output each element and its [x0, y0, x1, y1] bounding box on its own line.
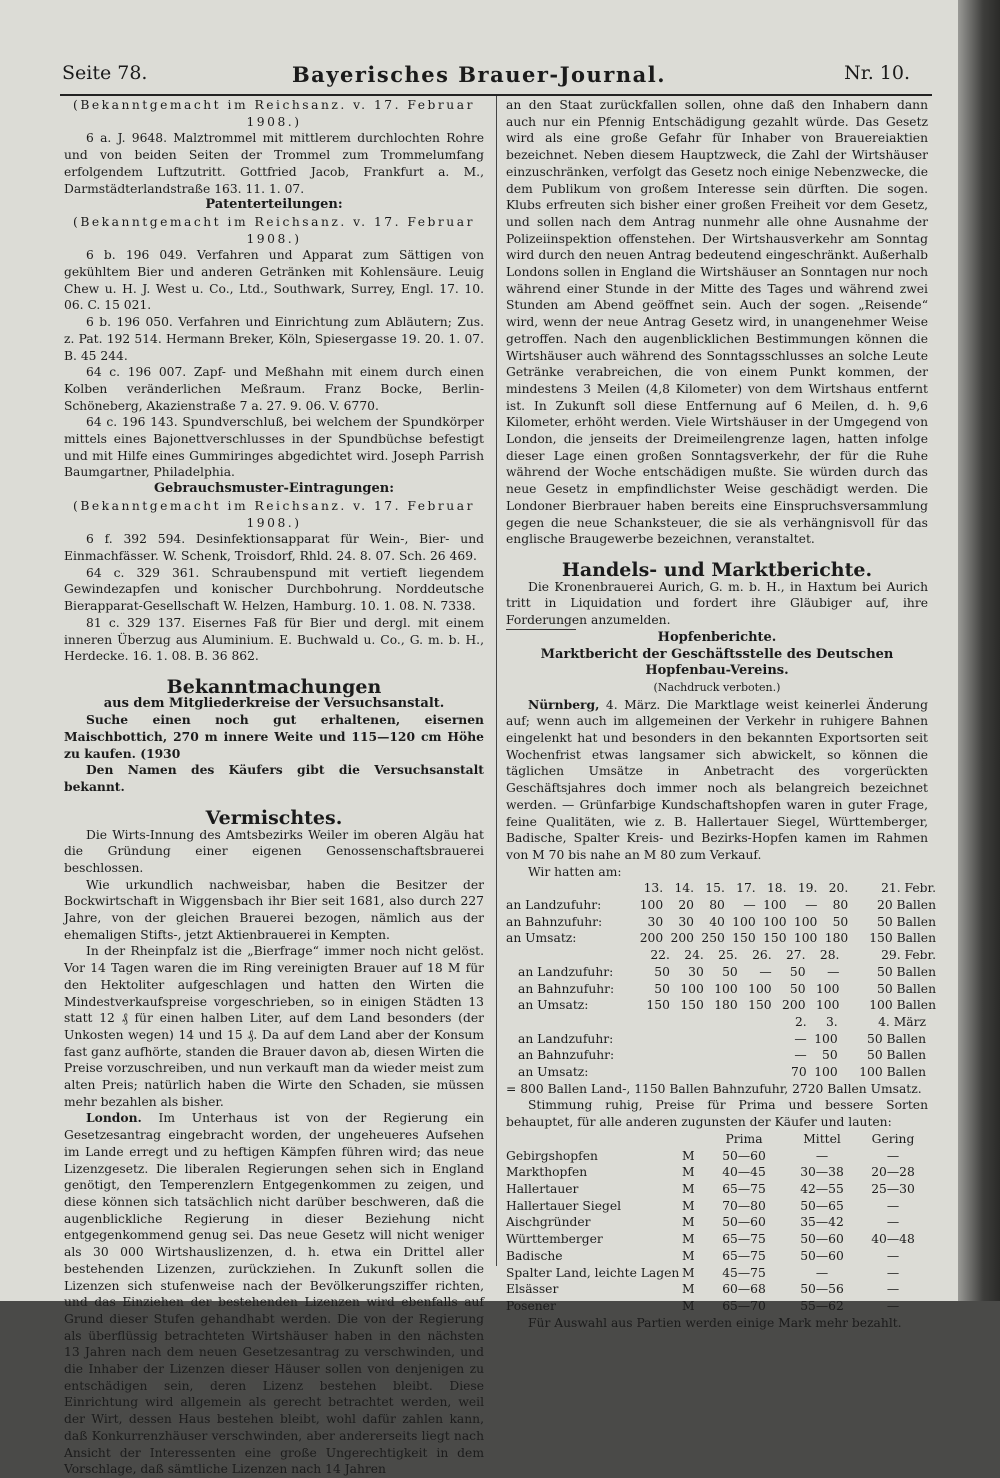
market-report: [506, 697, 928, 864]
section-heading: Patenterteilungen:: [205, 197, 343, 213]
table-cell: 80: [709, 898, 725, 913]
table-cell: 150: [732, 931, 756, 946]
date-cell: 2.: [794, 1014, 807, 1029]
table-cell: —: [794, 1031, 807, 1046]
table-cell: 150: [680, 998, 704, 1013]
row-label: an Umsatz:: [506, 931, 577, 946]
table-row: [506, 914, 936, 931]
currency: M: [682, 1148, 695, 1163]
row-label: an Umsatz:: [518, 998, 589, 1013]
price-prima: 65—75: [722, 1248, 766, 1263]
closing-note: Für Auswahl aus Partien werden einige Mark mehr bezahlt.: [528, 1315, 902, 1330]
row-label: an Bahnzufuhr:: [506, 914, 603, 929]
table-cell: —: [743, 898, 756, 913]
table-cell: 50: [722, 964, 738, 979]
patent-entry: 81 c. 329 137. Eisernes Faß für Bier und dergl. mit einem inneren Überzug aus Aluminium. E. Buchwald u. Co., G. m. b. H., Herdecke. 16. 1. 08. B. 36 862.: [64, 615, 484, 664]
table-header-row: [506, 1014, 926, 1031]
table-cell: 50 Ballen: [877, 964, 936, 979]
table-header-row: [506, 947, 936, 964]
column-header: Gering: [871, 1131, 915, 1146]
table-cell: —: [827, 964, 840, 979]
date-cell: 18.: [766, 881, 787, 896]
dateline: London.: [86, 1110, 142, 1126]
table-cell: —: [805, 898, 818, 913]
table-cell: 50: [832, 914, 849, 929]
table-cell: 100 Ballen: [859, 1065, 926, 1080]
page-number: Seite 78.: [62, 62, 148, 84]
table-row: [506, 1064, 926, 1081]
patent-entry: 6 b. 196 049. Verfahren und Apparat zum Sättigen von gekühltem Bier und anderen Getränken mit Kohlensäure. Leuig Chew u. H. J. West u. Co., Ltd., Southwark, Surrey, Engl. 17. 10. 06. C. 15 021.: [64, 248, 484, 313]
table-cell: 100 Ballen: [869, 998, 936, 1013]
issue-number: Nr. 10.: [844, 62, 910, 84]
currency: M: [682, 1165, 695, 1180]
table-intro: Wir hatten am:: [528, 864, 622, 879]
table-cell: 40: [709, 914, 725, 929]
table-cell: 180: [714, 998, 738, 1013]
right-column: [506, 97, 936, 1331]
table-header-row: [506, 1131, 926, 1148]
supply-table-feb-1: [506, 880, 936, 947]
table-cell: 20 Ballen: [877, 898, 936, 913]
price-table: [506, 1131, 926, 1315]
table-cell: 200: [639, 931, 664, 946]
price-gering: 25—30: [871, 1182, 915, 1196]
table-cell: 150: [646, 998, 670, 1013]
dateline: Nürnberg,: [528, 696, 600, 712]
date-cell: 14.: [674, 881, 695, 896]
date-cell: 29. Febr.: [881, 948, 936, 963]
market-mood: Stimmung ruhig, Preise für Prima und bessere Sorten behauptet, für alle anderen zugunsten der Käufer und lauten:: [506, 1098, 928, 1130]
patent-entry: 6 f. 392 594. Desinfektionsapparat für Wein-, Bier- und Einmachfässer. W. Schenk, Troisdorf, Rhld. 24. 8. 07. Sch. 26 469.: [64, 532, 484, 563]
price-prima: 45—75: [722, 1265, 766, 1280]
price-mittel: 50—56: [800, 1282, 844, 1297]
price-mittel: 30—38: [800, 1165, 844, 1180]
table-cell: 100: [714, 981, 738, 996]
article-paragraph: Die Wirts-Innung des Amtsbezirks Weiler im oberen Algäu hat die Gründung einer eigenen Genossenschaftsbrauerei beschlossen.: [64, 827, 484, 875]
hop-variety: Markthopfen: [506, 1165, 588, 1180]
left-column: [64, 97, 484, 1478]
table-row: [506, 1181, 926, 1198]
date-cell: 4. März: [878, 1014, 926, 1029]
table-cell: 100: [815, 981, 840, 996]
table-row: [506, 897, 936, 914]
report-heading: Marktbericht der Geschäftsstelle des Deutschen Hopfenbau-Vereins.: [540, 646, 894, 679]
table-cell: 100: [763, 898, 787, 913]
totals-line: = 800 Ballen Land-, 1150 Ballen Bahnzufuhr, 2720 Ballen Umsatz.: [506, 1081, 922, 1096]
price-gering: —: [886, 1215, 900, 1230]
table-cell: 20: [678, 898, 695, 913]
hop-variety: Gebirgshopfen: [506, 1148, 598, 1163]
price-prima: 50—60: [722, 1215, 766, 1230]
price-mittel: 55—62: [800, 1298, 844, 1313]
price-gering: —: [886, 1248, 900, 1263]
table-row: [506, 981, 936, 998]
currency: M: [682, 1182, 695, 1196]
price-gering: —: [886, 1148, 900, 1163]
supply-table-march: [506, 1014, 926, 1081]
date-cell: 15.: [705, 881, 725, 896]
table-cell: 50: [789, 964, 806, 979]
table-row: [506, 930, 936, 947]
price-mittel: 42—55: [800, 1182, 844, 1196]
table-cell: 30: [678, 914, 695, 929]
hop-variety: Hallertauer Siegel: [506, 1198, 622, 1213]
column-divider: [496, 96, 497, 1266]
table-row: [506, 1031, 926, 1048]
row-label: an Landzufuhr:: [506, 898, 602, 913]
article-paragraph: In der Rheinpfalz ist die „Bierfrage“ immer noch nicht gelöst. Vor 14 Tagen waren die im Ring vereinigten Brauer auf 18 M für den Hektoliter aufgeschlagen und hatten den Wirten die Mindestverkaufspreise vorgeschrieben, so in einigen Städten 13 statt 12 ₰ für einen halben Liter, auf dem Land besonders (der Unkosten wegen) 14 und 15 ₰. Da auf dem Land aber der Konsum fast ganz aufhörte, standen die Brauer davon ab, diesen Wirten die Preise vorzuschreiben, und nun verkauft man da wieder meist zum alten Preis; natürlich haben die Wirte den Schaden, sie müssen mehr bezahlen als bisher.: [64, 944, 484, 1109]
currency: M: [682, 1298, 695, 1313]
article-text: Im Unterhaus ist von der Regierung ein Gesetzesantrag eingebracht worden, der ungeheueres Aufsehen im Lande erregt und zu heftigen Kämpfen führen wird; das neue Lizenzgesetz. Die liberalen Regierungen sehen sich in England genötigt, den Temperenzlern Entgegenkommen zu zeigen, und diese können sich tatsächlich nicht darüber beschweren, daß die augenblickliche Regierung in dieser Beziehung nicht entgegenkommend genug sei. Das neue Gesetz will nicht weniger als 30 000 Wirtshauslizenzen, d. h. etwa ein Drittel aller bestehenden Lizenzen, zurückziehen. In Zukunft sollen die Lizenzen sich stufenweise nach der Bevölkerungsziffer richten, und das Einziehen der bestehenden Lizenzen wird ebenfalls auf Grund dieser Stufen gehandhabt werden. Die von der Regierung als überflüssig betrachteten Wirtshäuser haben in den nächsten 13 Jahren nach dem neuen Gesetzesantrag zu verschwinden, und die Inhaber der Lizenzen dieser Häuser sollen von denjenigen zu entschädigen sein, deren Lizenz bestehen bleibt. Diese Einrichtung wird allgemein als gerecht betrachtet werden, weil der Wirt, dessen Haus bestehen bleibt, wohl dafür zahlen kann, daß Konkurrenzhäuser verschwinden, aber andererseits liegt nach Ansicht der Interessenten eine große Ungerechtigkeit in dem Vorschlage, daß sämtliche Lizenzen nach 14 Jahren: [64, 1111, 484, 1477]
price-gering: —: [886, 1265, 900, 1280]
table-row: [506, 964, 936, 981]
table-cell: 100: [814, 1065, 838, 1080]
table-cell: 100: [814, 1031, 838, 1046]
article-paragraph: [64, 1110, 484, 1477]
price-prima: 65—70: [722, 1298, 766, 1313]
table-row: [506, 1298, 926, 1315]
price-gering: 20—28: [871, 1165, 915, 1180]
patent-entry: 64 c. 329 361. Schraubenspund mit vertieft liegendem Gewindezapfen und konischer Durchbohrung. Norddeutsche Bierapparat-Gesellschaft W. Helzen, Hamburg. 10. 1. 08. N. 7338.: [64, 565, 484, 614]
price-mittel: 50—60: [800, 1248, 844, 1263]
table-cell: 50 Ballen: [867, 1031, 926, 1046]
section-heading: Handels- und Marktberichte.: [561, 558, 873, 581]
price-gering: —: [886, 1298, 900, 1313]
table-row: [506, 1231, 926, 1248]
table-cell: 200: [670, 931, 695, 946]
date-cell: 26.: [752, 948, 772, 963]
table-cell: —: [759, 964, 772, 979]
table-cell: 100: [815, 998, 840, 1013]
table-row: [506, 1281, 926, 1298]
currency: M: [682, 1215, 695, 1230]
patent-entry: 6 b. 196 050. Verfahren und Einrichtung zum Abläutern; Zus. z. Pat. 192 514. Hermann Breker, Köln, Spiesergasse 19. 20. 1. 07. B. 45 244.: [64, 315, 484, 363]
table-cell: 50: [822, 1048, 838, 1063]
column-header: Prima: [725, 1131, 763, 1146]
table-cell: 80: [832, 898, 849, 913]
date-cell: 25.: [718, 948, 738, 963]
price-prima: 40—45: [722, 1165, 766, 1180]
table-row: [506, 1214, 926, 1231]
section-subheading: Hopfenberichte.: [657, 629, 777, 645]
ad-number: (1930: [140, 745, 181, 761]
hop-variety: Posener: [506, 1298, 556, 1313]
announcement-note: (Bekanntgemacht im Reichsanz. v. 17. Februar 1908.): [73, 498, 475, 530]
table-cell: 50: [654, 981, 670, 996]
table-cell: 100: [639, 898, 664, 913]
price-mittel: —: [815, 1148, 829, 1163]
currency: M: [682, 1282, 695, 1297]
currency: M: [682, 1265, 695, 1280]
price-prima: 60—68: [722, 1282, 766, 1297]
date-cell: 13.: [643, 881, 664, 896]
table-row: [506, 1198, 926, 1215]
date-cell: 3.: [825, 1014, 838, 1029]
table-row: [506, 1265, 926, 1282]
ad-text: Suche einen noch gut erhaltenen, eisernen Maischbottich, 270 m innere Weite und 115—120 cm Höhe zu kaufen.: [64, 712, 484, 761]
table-cell: 50: [654, 964, 670, 979]
currency: M: [682, 1232, 695, 1247]
table-cell: 180: [824, 931, 849, 946]
table-cell: 100: [793, 914, 818, 929]
price-gering: —: [886, 1282, 900, 1297]
price-mittel: 50—60: [800, 1232, 844, 1247]
table-cell: 150: [748, 998, 772, 1013]
table-cell: 150: [763, 931, 787, 946]
row-label: an Landzufuhr:: [518, 964, 614, 979]
price-mittel: 50—65: [800, 1198, 844, 1213]
patent-entry: 6 a. J. 9648. Malztrommel mit mittlerem durchlochten Rohre und von beiden Seiten der Trommel zum Trommelumfang erfolgendem Luftzutritt. Gottfried Jacob, Frankfurt a. M., Darmstädterlandstraße 163. 11. 1. 07.: [64, 131, 484, 196]
table-cell: 100: [680, 981, 704, 996]
article-paragraph: Wie urkundlich nachweisbar, haben die Besitzer der Bockwirtschaft in Wiggensbach ihr Bier seit 1681, also durch 227 Jahre, von der gleichen Brauerei bezogen, nämlich aus der ehemaligen Stifts-, jetzt Aktienbrauerei in Kempten.: [64, 877, 484, 942]
article-paragraph: an den Staat zurückfallen sollen, ohne daß den Inhabern dann auch nur ein Pfennig Entschädigung gezahlt würde. Das Gesetz wird als eine große Gefahr für Inhaber von Brauereiaktien bezeichnet. Neben diesem Hauptzweck, die Zahl der Wirtshäuser einzuschränken, verfolgt das Gesetz noch einige Nebenzwecke, die dem Publikum von großem Interesse sein dürften. Die sogen. Klubs erfreuten sich bisher einer großen Freiheit vor dem Gesetz, und sollen nach dem Antrag nunmehr alle ohne Ausnahme der Polizeiinspektion offenstehen. Der Wirtshausverkehr am Sonntag wird durch den neuen Antrag bedeutend eingeschränkt. Außerhalb Londons sollen in England die Wirtshäuser an Sonntagen nur noch während einer Stunde in der Mitte des Tages und während zwei Stunden am Abend geöffnet sein. Auch der sogen. „Reisende“ wird, wenn der neue Antrag Gesetz wird, in unangenehmer Weise getroffen. Nach den augenblicklichen Bestimmungen können die Wirtshäuser auch während des Sonntagsschlusses an solche Leute Getränke verabreichen, die von einem Punkt kommen, der mindestens 3 Meilen (4,8 Kilometer) von dem Wirtshaus entfernt ist. In Zukunft soll diese Entfernung auf 6 Meilen, d. h. 9,6 Kilometer, erhöht werden. Viele Wirtshäuser in der Umgegend von London, die jenseits der Dreimeilengrenze lagen, hatten infolge dieser Lage einen großen Sonntagsverkehr, der für die Ruhe während der Woche entschädigen mußte. Sie würden durch das neue Gesetz in empfindlichster Weise geschädigt werden. Die Londoner Bierbrauer haben bereits eine Einspruchsversammlung gegen die neue Schanksteuer, die sie als verhängnisvoll für das englische Braugewerbe bezeichnen, veranstaltet.: [506, 98, 928, 547]
supply-table-feb-2: [506, 947, 936, 1014]
hop-variety: Badische: [506, 1248, 563, 1263]
currency: M: [682, 1198, 695, 1213]
price-gering: —: [886, 1198, 900, 1213]
hop-variety: Hallertauer: [506, 1182, 579, 1196]
reprint-note: (Nachdruck verboten.): [653, 680, 781, 694]
column-header: Mittel: [803, 1131, 841, 1146]
section-heading: Gebrauchsmuster-Eintragungen:: [153, 481, 395, 497]
hop-variety: Elsässer: [506, 1282, 559, 1297]
hop-variety: Aischgründer: [506, 1215, 591, 1230]
announcement-note: (Bekanntgemacht im Reichsanz. v. 17. Februar 1908.): [73, 214, 475, 246]
table-cell: 150 Ballen: [869, 931, 936, 946]
row-label: an Umsatz:: [518, 1065, 589, 1080]
row-label: an Bahnzufuhr:: [518, 1048, 615, 1063]
price-gering: 40—48: [871, 1232, 915, 1247]
date-cell: 21. Febr.: [881, 881, 936, 896]
table-row: [506, 1047, 926, 1064]
table-cell: 30: [688, 964, 704, 979]
table-cell: 100: [732, 914, 756, 929]
table-cell: 70: [791, 1065, 807, 1080]
section-subheading: aus dem Mitgliederkreise der Versuchsanstalt.: [103, 695, 445, 711]
date-cell: 19.: [797, 881, 818, 896]
section-heading: Vermischtes.: [205, 806, 343, 829]
row-label: an Landzufuhr:: [518, 1031, 614, 1046]
announcement-note: (Bekanntgemacht im Reichsanz. v. 17. Februar 1908.): [73, 98, 475, 129]
price-prima: 70—80: [722, 1198, 766, 1213]
date-cell: 24.: [684, 948, 704, 963]
table-cell: —: [794, 1048, 807, 1063]
table-cell: 250: [701, 931, 725, 946]
table-row: [506, 1148, 926, 1165]
patent-entry: 64 c. 196 143. Spundverschluß, bei welchem der Spundkörper mittels eines Bajonettverschlusses in der Spundbüchse befestigt und mit Hilfe eines Gummiringes abgedichtet wird. Joseph Parrish Baumgartner, Philadelphia.: [64, 415, 484, 480]
date-cell: 28.: [819, 948, 840, 963]
report-text: 4. März. Die Marktlage weist keinerlei Änderung auf; wenn auch im allgemeinen der Verkehr in ruhigere Bahnen eingelenkt hat und besonders in den bekannten Exportsorten seit Wochenfrist etwas langsamer sich abwickelt, so können die täglichen Umsätze in Anbetracht des vorgerückten Geschäftsjahres doch immer noch als belangreich bezeichnet werden. — Grünfarbige Kundschaftshopfen waren in guter Frage, feine Qualitäten, wie z. B. Hallertauer Siegel, Württemberger, Badische, Spalter Kreis- und Bezirks-Hopfen kamen im Rahmen von M 70 bis nahe an M 80 zum Verkauf.: [506, 697, 928, 862]
hop-variety: Württemberger: [506, 1232, 603, 1247]
date-cell: 22.: [650, 948, 670, 963]
row-label: an Bahnzufuhr:: [518, 981, 615, 996]
classified-ad: [64, 712, 484, 762]
table-cell: 100: [793, 931, 818, 946]
table-header-row: [506, 880, 936, 897]
patent-entry: 64 c. 196 007. Zapf- und Meßhahn mit einem durch einen Kolben veränderlichen Meßraum. Franz Bocke, Berlin-Schöneberg, Akazienstraße 7 a. 27. 9. 06. V. 6770.: [64, 365, 484, 413]
table-cell: 30: [647, 914, 664, 929]
journal-title: Bayerisches Brauer-Journal.: [291, 62, 667, 87]
table-cell: 100: [748, 981, 772, 996]
currency: M: [682, 1248, 695, 1263]
section-heading: Bekanntmachungen: [166, 675, 382, 698]
table-cell: 50: [789, 981, 806, 996]
table-row: [506, 1164, 926, 1181]
table-cell: 100: [763, 914, 787, 929]
table-cell: 50 Ballen: [877, 914, 936, 929]
price-mittel: —: [815, 1265, 829, 1280]
table-cell: 50 Ballen: [867, 1048, 926, 1063]
article-paragraph: Die Kronenbrauerei Aurich, G. m. b. H., in Haxtum bei Aurich tritt in Liquidation und fordert ihre Gläubiger auf, ihre Forderungen anzumelden.: [506, 579, 928, 628]
price-prima: 65—75: [722, 1232, 766, 1247]
price-prima: 50—60: [722, 1148, 766, 1163]
table-cell: 200: [782, 998, 806, 1013]
price-mittel: 35—42: [800, 1215, 844, 1230]
table-row: [506, 997, 936, 1014]
table-row: [506, 1248, 926, 1265]
date-cell: 20.: [828, 881, 849, 896]
classified-ad-note: Den Namen des Käufers gibt die Versuchsanstalt bekannt.: [64, 762, 484, 795]
hop-variety: Spalter Land, leichte Lagen: [506, 1265, 680, 1280]
price-prima: 65—75: [722, 1182, 766, 1196]
date-cell: 27.: [785, 948, 806, 963]
table-cell: 50 Ballen: [877, 981, 936, 996]
date-cell: 17.: [736, 881, 756, 896]
page-edge-shadow: [958, 0, 1000, 1301]
